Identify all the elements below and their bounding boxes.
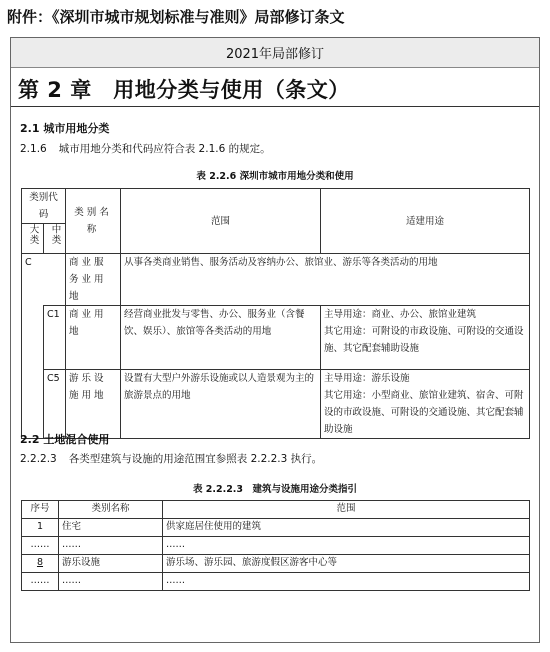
clause-number: 2.2.2.3 bbox=[20, 453, 57, 465]
cell-name: 商业服务业用地 bbox=[66, 254, 121, 306]
cell-scope: 游乐场、游乐园、旅游度假区游客中心等 bbox=[163, 555, 530, 573]
chapter-title: 第 2 章 用地分类与使用（条文） bbox=[18, 78, 350, 102]
clause-text: 城市用地分类和代码应符合表 2.1.6 的规定。 bbox=[58, 143, 271, 155]
chapter-divider bbox=[11, 106, 539, 107]
cell-no: 1 bbox=[22, 519, 59, 537]
header-medium: 中类 bbox=[44, 224, 66, 254]
header-name: 类别名称 bbox=[66, 189, 121, 254]
cell-medium: C5 bbox=[44, 370, 66, 439]
cell-major: C bbox=[22, 254, 66, 306]
land-use-table bbox=[21, 188, 530, 439]
document-title: 附件：《深圳市城市规划标准与准则》局部修订条文 bbox=[7, 8, 345, 26]
cell-use bbox=[321, 306, 530, 370]
cell-major bbox=[22, 370, 44, 439]
header-scope: 范围 bbox=[121, 189, 321, 254]
cell-medium: C1 bbox=[44, 306, 66, 370]
revision-banner: 2021年局部修订 bbox=[11, 38, 539, 68]
use-primary: 主导用途：游乐设施 bbox=[324, 373, 410, 384]
use-primary: 主导用途：商业、办公、旅馆业建筑 bbox=[324, 309, 477, 320]
section-heading: 2.1 城市用地分类 bbox=[20, 122, 110, 135]
clause-text: 各类型建筑与设施的用途范围宜参照表 2.2.2.3 执行。 bbox=[68, 453, 323, 465]
cell-major bbox=[22, 306, 44, 370]
cell-name: 商业用地 bbox=[66, 306, 121, 370]
header-use: 适建用途 bbox=[321, 189, 530, 254]
cell-use bbox=[321, 370, 530, 439]
cell-name: …… bbox=[59, 537, 163, 555]
cell-scope: 设置有大型户外游乐设施或以人造景观为主的旅游景点的用地 bbox=[121, 370, 321, 439]
clause-number: 2.1.6 bbox=[20, 143, 47, 155]
header-code: 类别代码 bbox=[22, 189, 66, 224]
cell-scope: 供家庭居住使用的建筑 bbox=[163, 519, 530, 537]
cell-scope: 从事各类商业销售、服务活动及容纳办公、旅馆业、游乐等各类活动的用地 bbox=[121, 254, 530, 306]
use-other: 其它用途：可附设的市政设施、可附设的交通设施、其它配套辅助设施 bbox=[324, 326, 524, 354]
table-caption: 表 2.2.2.3 建筑与设施用途分类指引 bbox=[192, 484, 358, 495]
table-caption: 表 2.2.6 深圳市城市用地分类和使用 bbox=[196, 171, 354, 182]
cell-no: 8 bbox=[22, 555, 59, 573]
header-major: 大类 bbox=[22, 224, 44, 254]
cell-name: 游乐设施用地 bbox=[66, 370, 121, 439]
header-no: 序号 bbox=[22, 501, 59, 519]
cell-no: …… bbox=[22, 573, 59, 591]
cell-scope: …… bbox=[163, 537, 530, 555]
header-name: 类别名称 bbox=[59, 501, 163, 519]
cell-no: …… bbox=[22, 537, 59, 555]
section-heading: 2.2 土地混合使用 bbox=[20, 433, 110, 446]
use-other: 其它用途：小型商业、旅馆业建筑、宿舍、可附设的市政设施、可附设的交通设施、其它配套辅助设施 bbox=[324, 390, 524, 435]
cell-scope: …… bbox=[163, 573, 530, 591]
header-scope: 范围 bbox=[163, 501, 530, 519]
use-guide-table bbox=[21, 500, 530, 591]
clause bbox=[20, 451, 322, 466]
cell-name: 游乐设施 bbox=[59, 555, 163, 573]
clause bbox=[20, 141, 271, 156]
cell-name: 住宅 bbox=[59, 519, 163, 537]
cell-name: …… bbox=[59, 573, 163, 591]
cell-scope: 经营商业批发与零售、办公、服务业（含餐饮、娱乐）、旅馆等各类活动的用地 bbox=[121, 306, 321, 370]
